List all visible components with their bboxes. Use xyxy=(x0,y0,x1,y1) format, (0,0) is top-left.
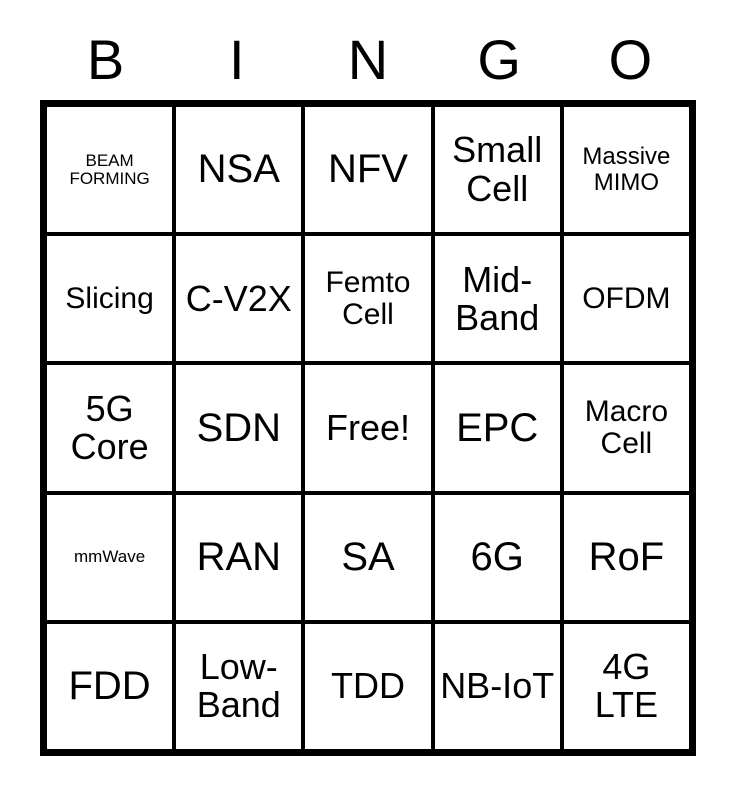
bingo-cell-label: NFV xyxy=(327,147,408,192)
header-letter-g: G xyxy=(477,28,521,91)
bingo-cell[interactable] xyxy=(174,363,303,492)
bingo-cell[interactable] xyxy=(562,105,691,234)
bingo-header xyxy=(40,28,696,92)
bingo-cell-label: SDN xyxy=(196,405,282,450)
bingo-cell-label: Small Cell xyxy=(452,129,543,209)
bingo-cell[interactable] xyxy=(433,234,562,363)
header-letter-n: N xyxy=(347,28,389,91)
bingo-cell-label: Free! xyxy=(325,406,410,448)
bingo-cell-label: Massive MIMO xyxy=(582,143,671,196)
bingo-cell[interactable] xyxy=(303,234,432,363)
bingo-cell[interactable] xyxy=(562,363,691,492)
bingo-cell-label: BEAM FORMING xyxy=(69,150,150,188)
bingo-cell[interactable] xyxy=(433,493,562,622)
bingo-grid xyxy=(40,100,696,756)
header-letter-o: O xyxy=(608,28,653,91)
bingo-cell[interactable] xyxy=(45,363,174,492)
bingo-cell[interactable] xyxy=(45,622,174,751)
bingo-cell[interactable] xyxy=(433,105,562,234)
bingo-cell-label: Slicing xyxy=(65,281,154,315)
bingo-cell-label: C-V2X xyxy=(185,277,292,319)
bingo-cell[interactable] xyxy=(174,493,303,622)
header-letter-b: B xyxy=(86,28,125,91)
bingo-cell-label: TDD xyxy=(330,665,405,707)
bingo-cell-label: EPC xyxy=(456,405,539,450)
bingo-cell-label: mmWave xyxy=(74,547,146,567)
bingo-cell-label: 5G Core xyxy=(70,387,149,467)
bingo-cell-label: OFDM xyxy=(582,281,671,315)
bingo-cell[interactable] xyxy=(562,622,691,751)
bingo-cell[interactable] xyxy=(45,105,174,234)
bingo-cell[interactable] xyxy=(174,622,303,751)
bingo-cell[interactable] xyxy=(303,105,432,234)
bingo-cell[interactable] xyxy=(45,234,174,363)
bingo-cell-free[interactable] xyxy=(303,363,432,492)
bingo-cell-label: Femto Cell xyxy=(325,265,411,331)
bingo-cell-label: SA xyxy=(341,535,395,579)
bingo-cell-label: RoF xyxy=(588,535,665,579)
header-letter-i: I xyxy=(229,28,245,91)
bingo-cell-label: 6G xyxy=(470,535,524,579)
bingo-cell-label: NB-IoT xyxy=(440,665,555,707)
bingo-cell[interactable] xyxy=(45,493,174,622)
bingo-cell-label: NSA xyxy=(197,147,280,192)
bingo-cell-label: Mid-Band xyxy=(455,258,540,338)
bingo-cell-label: Low-Band xyxy=(196,646,281,726)
bingo-cell-label: FDD xyxy=(68,664,151,709)
bingo-cell[interactable] xyxy=(562,493,691,622)
bingo-cell-label: 4G LTE xyxy=(594,646,659,726)
bingo-cell[interactable] xyxy=(174,105,303,234)
bingo-cell[interactable] xyxy=(303,493,432,622)
bingo-cell[interactable] xyxy=(303,622,432,751)
bingo-cell[interactable] xyxy=(174,234,303,363)
bingo-cell[interactable] xyxy=(433,622,562,751)
bingo-cell-label: Macro Cell xyxy=(584,395,669,460)
bingo-cell-label: RAN xyxy=(196,535,282,579)
bingo-cell[interactable] xyxy=(433,363,562,492)
bingo-cell[interactable] xyxy=(562,234,691,363)
